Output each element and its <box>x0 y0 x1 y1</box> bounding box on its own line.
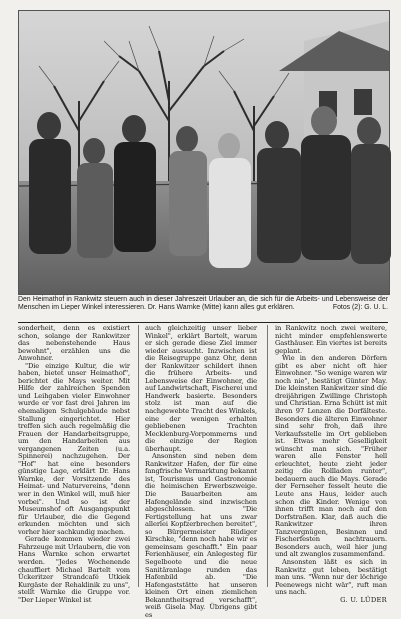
author-signature: G. U. LÜDER <box>340 595 387 604</box>
paragraph: auch gleichzeitig unser lieber Winkel", erklärt Bartelt, warum er sich gerade diese Ziel immer wieder aussucht. Inzwischen ist die Reisegruppe ganz Ohr, denn der Rankwitzer schildert ihnen die frühere Arbeits- und Lebensweise der Einwohner, die auf Landwirtschaft, Fischerei und Handwerk basierte. Besonders stolz ist man auf die nachgewebte Tracht des Winkels, eine der wenigen erhalten gebliebenen Trachten Mecklenburg-Vorpommerns und die einzige der Region überhaupt. <box>145 324 257 453</box>
photo-caption <box>18 296 388 320</box>
column-divider <box>138 325 139 587</box>
article-column-2 <box>145 324 257 619</box>
column-divider <box>267 325 268 587</box>
paragraph: in Rankwitz noch zwei weitere, nicht minder empfehlenswerte Gasthäuser. Ein viertes ist bereits geplant. <box>275 324 387 355</box>
photo-credit: Fotos (2): G. U. L. <box>332 304 388 311</box>
paragraph: Gerade kommen wieder zwei Fahrzeuge mit Urlaubern, die von Hans Warnke schon erwartet werden. "Jedes Wochenende chauffiert Michael Bartelt vom Ückeritzer Strandcafé Utkiek Kurgäste der Rehaklinik zu uns", stellt Warnke die Gruppe vor. "Der Lieper Winkel ist <box>18 535 130 604</box>
heimathof-photo <box>18 10 390 295</box>
paragraph: Wie in den anderen Dörfern gibt es aber nicht oft hier Einwohner. "So wenige waren wir noch nie", bestätigt Günter May. Die kleinsten Rankwitzer sind die dreijährigen Zwillinge Christoph und Christian. Erna Schütt ist mit ihren 97 Lenzen die Dorfälteste. Besonders die älteren Einwohner sind sehr froh, daß ihre Verkaufsstelle im Ort geblieben ist. Etwas mehr Geselligkeit wünscht man sich. "Früher waren alle Fenster hell erleuchtet, heute zieht jeder zeitig die Rollladen runter", bedauern auch die Mays. Gerade der Fernseher fesselt heute die Leute ans Haus, leider auch schon die Kinder. Wenige von ihnen trifft man noch auf den Dorfstraßen. Klar, daß auch die Rankwitzer ihren Tanzvergnügen, Besinnen und Fischerfesten nachtrauern. Besonders auch, weil hier jung und alt zwanglos zusammenfand. <box>275 354 387 559</box>
paragraph: sonderheit, denn es existiert schon, solange der Rankwitzer das nebenstehende Haus bewohnt", erzählen uns die Anwohner. <box>18 324 130 363</box>
paragraph: Ansonsten läßt es sich in Rankwitz gut leben, bestätigt man uns. "Wenn nur der löchrige Peenewegs nicht wär", ruft man uns nach. <box>275 557 387 597</box>
caption-rule <box>18 322 388 323</box>
caption-text: Den Heimathof in Rankwitz steuern auch in dieser Jahreszeit Urlauber an, die sich für die Arbeits- und Lebensweise der Menschen im Lieper Winkel interessieren. Dr. Hans Warnke (Mitte) kann alles gut erklären. <box>18 296 388 311</box>
article-column-3 <box>275 324 387 604</box>
paragraph: Ansonsten sind neben dem Rankwitzer Hafen, der für eine fangfrische Vermarktung bekannt ist, Tourismus und Gastronomie die heimischen Erwerbszweige. Die Bauarbeiten am Hafengelände sind inzwischen abgeschlossen. "Die Fertigstellung hat uns zwar allerlei Kopfzerbrechen bereitet", so Bürgermeister Rüdiger Kirschke, "denn noch habe wir es gemeinsam geschafft." Ein paar Ferienhäuser, ein Anlegesteg für Segelboote und die neue Sanitäranlage runden das Hafenbild ab. "Die Hafengaststätte hat unseren kleinen Ort einen ziemlichen Bekanntheitsgrad verschafft", weiß Gisela May. Übrigens gibt es <box>145 452 257 619</box>
group-of-visitors-image <box>19 11 389 294</box>
paragraph: "Die einzige Kultur, die wir haben, bietet unser Heimathof", berichtet die Mays weiter. Mit Hilfe der zahlreichen Spenden und Leihgaben vieler Einwohner wurde er vor fast drei Jahren im ehemaligen Schulgebäude nebst Stallung eingerichtet. Hier treffen sich auch regelmäßig die Frauen der Handarbeitsgruppe, um den Handarbeiten aus vergangenen Zeiten (u.a. Spinnerei) nachzugehen. Der "Hof" hat eine besonders günstige Lage, erklärt Dr. Hans Warnke, der Vorsitzende des Heimat- und Naturvereins, "denn wer in den Winkel will, muß hier vorbei". Und so ist der Museumshof oft Ausgangspunkt für Urlauber, die die Gegend erkunden möchten und sich vorher hier sachkundig machen. <box>18 361 130 536</box>
article-column-1 <box>18 324 130 604</box>
